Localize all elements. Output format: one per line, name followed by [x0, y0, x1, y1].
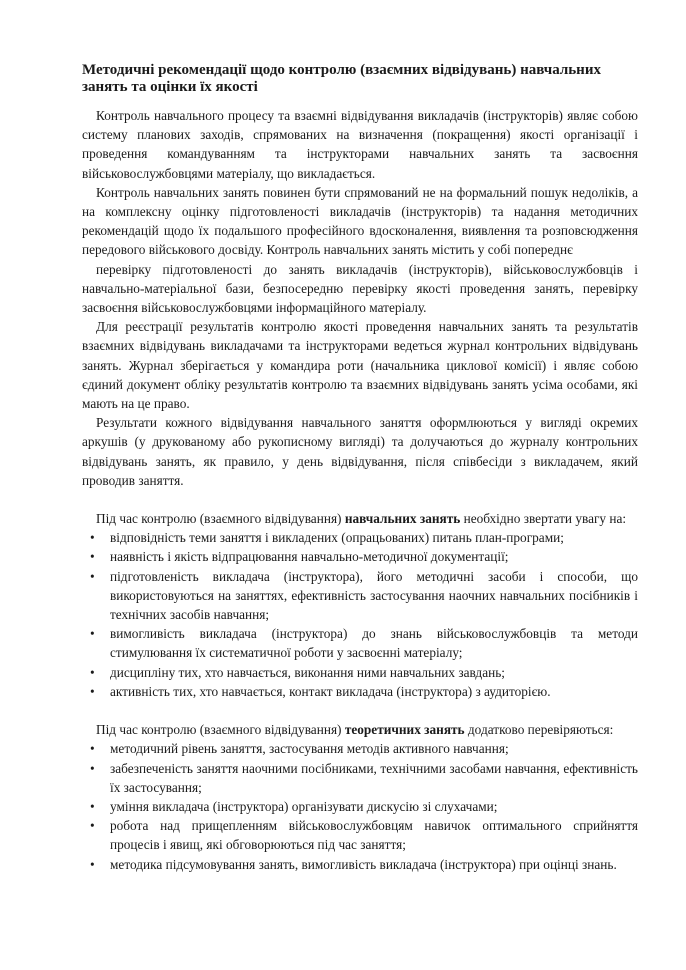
list-item	[82, 624, 638, 662]
section1-list	[82, 528, 638, 701]
bullet-icon: •	[90, 683, 95, 699]
lead-text: необхідно звертати увагу на:	[460, 511, 627, 527]
spacer	[82, 490, 638, 509]
bullet-icon: •	[90, 760, 95, 776]
bullet-icon: •	[90, 549, 95, 565]
lead-text: додатково перевіряються:	[464, 722, 614, 738]
paragraph: перевірку підготовленості до занять викладачів (інструкторів), військовослужбовців і навчально-матеріальної бази, безпосередню перевірку якості проведення занять, перевірку засвоєння військовослужбовцями інформаційного матеріалу.	[82, 261, 638, 316]
list-item	[82, 567, 638, 625]
lead-text: Під час контролю (взаємного відвідування)	[96, 722, 345, 738]
document-body	[82, 106, 638, 874]
section2-lead	[82, 720, 638, 739]
lead-text: Під час контролю (взаємного відвідування)	[96, 511, 345, 527]
list-item-text: дисципліну тих, хто навчається, виконання ними навчальних завдань;	[110, 664, 505, 680]
bullet-icon: •	[90, 626, 95, 642]
list-item-text: методичний рівень заняття, застосування методів активного навчання;	[110, 741, 509, 757]
list-item-text: методика підсумовування занять, вимогливість викладача (інструктора) при оцінці знань.	[110, 856, 617, 872]
lead-emphasis: теоретичних занять	[344, 722, 465, 738]
list-item-text: підготовленість викладача (інструктора), його методичні засоби і способи, що використовуються на заняттях, ефективність застосування наочних навчальних посібників і технічних засобів навчання;	[110, 568, 638, 623]
list-item-text: вимогливість викладача (інструктора) до знань військовослужбовців та методи стимулювання їх систематичної роботи у засвоєнні матеріалу;	[110, 626, 638, 661]
bullet-icon: •	[90, 798, 95, 814]
bullet-icon: •	[90, 818, 95, 834]
list-item	[82, 797, 638, 816]
bullet-icon: •	[90, 741, 95, 757]
list-item-text: наявність і якість відпрацювання навчально-методичної документації;	[110, 549, 509, 565]
paragraph: Результати кожного відвідування навчального заняття оформлюються у вигляді окремих аркушів (у друкованому або рукописному вигляді) та долучаються до журналу контрольних відвідувань занять, як правило, у день відвідування, після співбесіди з викладачем, який проводив заняття.	[82, 415, 638, 488]
list-item	[82, 739, 638, 758]
list-item	[82, 759, 638, 797]
bullet-icon: •	[90, 856, 95, 872]
list-item-text: уміння викладача (інструктора) організувати дискусію зі слухачами;	[110, 798, 498, 814]
paragraph: Контроль навчальних занять повинен бути спрямований не на формальний пошук недоліків, а на комплексну оцінку підготовленості викладачів (інструкторів) та надання методичних рекомендацій щодо їх подальшого професійного вдосконалення, виявлення та розповсюдження передового військового досвіду. Контроль навчальних занять містить у собі попереднє	[82, 184, 638, 258]
list-item-text: забезпеченість заняття наочними посібниками, технічними засобами навчання, ефективність їх застосування;	[110, 760, 638, 795]
list-item	[82, 528, 638, 547]
section2-list	[82, 739, 638, 873]
bullet-icon: •	[90, 664, 95, 680]
list-item-text: відповідність теми заняття і викладених (опрацьованих) питань план-програми;	[110, 530, 564, 546]
bullet-icon: •	[90, 530, 95, 546]
bullet-icon: •	[90, 568, 95, 584]
lead-emphasis: навчальних занять	[344, 511, 461, 527]
list-item	[82, 855, 638, 874]
document-title: Методичні рекомендації щодо контролю (взаємних відвідувань) навчальних занять та оцінки їх якості	[82, 62, 601, 95]
paragraph: Контроль навчального процесу та взаємні відвідування викладачів (інструкторів) являє собою систему планових заходів, спрямованих на визначення (покращення) якості організації і проведення командуванням та інструкторами навчальних занять та засвоєння військовослужбовцями матеріалу, що викладається.	[82, 108, 638, 181]
list-item-text: активність тих, хто навчається, контакт викладача (інструктора) з аудиторією.	[110, 683, 551, 699]
list-item-text: робота над прищепленням військовослужбовцям навичок оптимального сприйняття процесів і явищ, які обговорюються під час заняття;	[110, 818, 638, 853]
spacer	[82, 701, 638, 720]
list-item	[82, 547, 638, 566]
list-item	[82, 816, 638, 854]
list-item	[82, 663, 638, 682]
list-item	[82, 682, 638, 701]
paragraph: Для реєстрації результатів контролю якості проведення навчальних занять та результатів взаємних відвідувань викладачами та інструкторами ведеться журнал контрольних відвідувань занять. Журнал зберігається у командира роти (начальника циклової комісії) і являє собою єдиний документ обліку результатів контролю та взаємних відвідувань занять усіма особами, які мають на це право.	[82, 319, 638, 412]
section1-lead	[82, 509, 638, 528]
